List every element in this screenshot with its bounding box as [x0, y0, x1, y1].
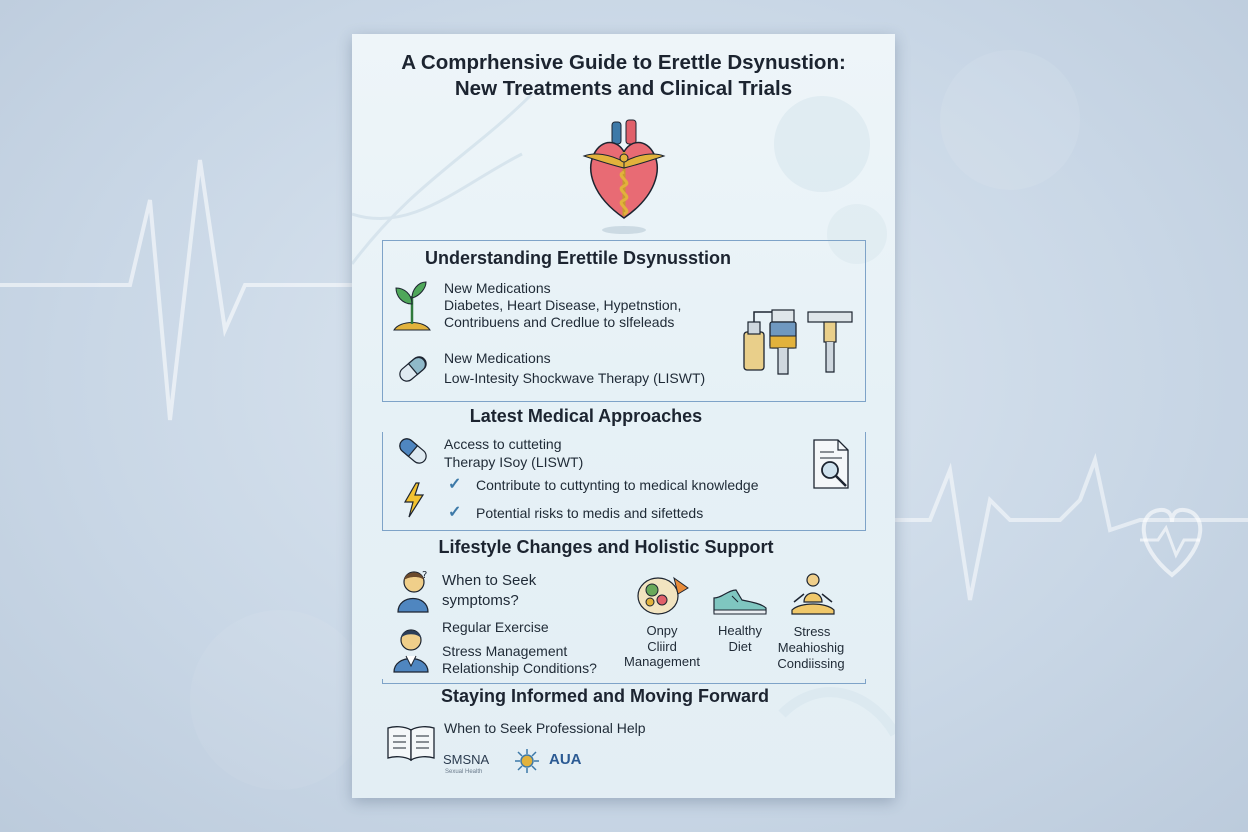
smsna-logo: SMSNA — [443, 752, 490, 767]
poster-title — [352, 50, 895, 102]
smsna-logo-subtitle: Sexual Health — [445, 769, 483, 775]
infographic-poster — [352, 34, 895, 798]
lifestyle-item2: Regular Exercise — [442, 619, 549, 635]
lifestyle-divider — [382, 679, 866, 684]
lifestyle-item1-line2: symptoms? — [442, 592, 519, 609]
card1-line3: Management — [624, 654, 700, 669]
card2-line2: Diet — [728, 639, 752, 654]
capsule-icon — [396, 434, 430, 468]
card1-line2: Cliird — [647, 639, 677, 654]
person-thinking-icon — [394, 568, 432, 614]
informed-section-title: Staying Informed and Moving Forward — [440, 686, 770, 706]
understanding-item1-line2: Contribuens and Credlue to slfeleads — [444, 314, 675, 330]
understanding-item1-heading: New Medications — [444, 280, 551, 296]
aua-logo: AUA — [549, 751, 582, 768]
svg-text:?: ? — [422, 570, 428, 581]
lifestyle-section-title: Lifestyle Changes and Holistic Support — [438, 537, 774, 557]
lightning-icon — [402, 482, 426, 518]
card2-line1: Healthy — [717, 623, 763, 638]
pill-icon — [396, 352, 430, 386]
heart-caduceus-icon — [582, 118, 666, 240]
latest-check1: Contribute to cuttynting to medical knowledge — [476, 477, 759, 493]
latest-check2: Potential risks to medis and sifetteds — [476, 505, 704, 521]
checkmark-icon-1: ✓ — [448, 476, 462, 493]
title-line-2: New Treatments and Clinical Trials — [454, 77, 793, 100]
understanding-section-title: Understanding Erettile Dsynusstion — [424, 248, 732, 268]
card3-line2: Meahioshig — [777, 640, 845, 655]
latest-item1-line1: Access to cutteting — [444, 436, 562, 452]
sprout-icon — [392, 280, 432, 332]
vacuum-device-icon — [742, 306, 858, 376]
food-bowl-icon — [634, 574, 690, 616]
virus-emblem-icon — [514, 748, 540, 774]
meditation-icon — [790, 572, 836, 616]
checkmark-icon-2: ✓ — [448, 504, 462, 521]
document-search-icon — [812, 438, 852, 490]
card3-line3: Condiissing — [777, 656, 845, 671]
understanding-item2-heading: New Medications — [444, 350, 551, 366]
latest-item1-line2: Therapy ISoy (LISWT) — [444, 454, 584, 470]
doctor-icon — [392, 624, 430, 674]
lifestyle-item1-line1: When to Seek — [442, 572, 537, 589]
open-book-icon — [386, 724, 436, 762]
latest-section-title: Latest Medical Approaches — [469, 406, 703, 426]
title-line-1: A Comprhensive Guide to Erettle Dsynustion: — [401, 51, 846, 74]
sneaker-icon — [712, 586, 768, 616]
informed-line1: When to Seek Professional Help — [444, 720, 646, 736]
lifestyle-item3-line2: Relationship Conditions? — [442, 660, 597, 676]
understanding-item2-line1: Low-Intesity Shockwave Therapy (LISWT) — [444, 370, 706, 386]
card3-line1: Stress — [793, 624, 831, 639]
lifestyle-item3-line1: Stress Management — [442, 643, 568, 659]
card1-line1: Onpy — [646, 623, 678, 638]
understanding-item1-line1: Diabetes, Heart Disease, Hypetnstion, — [444, 297, 682, 313]
